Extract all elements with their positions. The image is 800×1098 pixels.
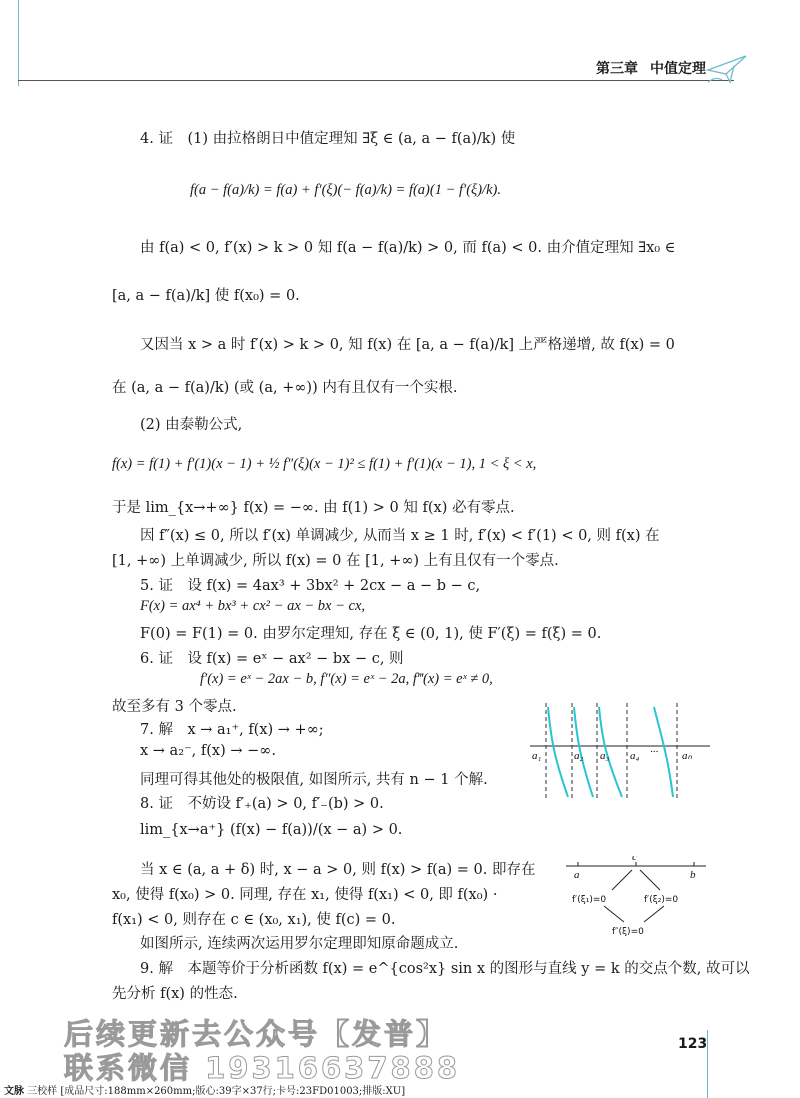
line-01: 4. 证 (1) 由拉格朗日中值定理知 ∃ξ ∈ (a, a − f(a)/k) 使 (140, 131, 516, 147)
page-number: 123 (678, 1036, 708, 1052)
line-28: 先分析 f(x) 的性态. (112, 986, 238, 1002)
paper-plane-icon (706, 52, 748, 86)
line-06: 在 (a, a − f(a)/k) (或 (a, +∞)) 内有且仅有一个实根. (112, 380, 458, 396)
label-dots: ··· (650, 746, 659, 758)
second-derivative: f″(ξ)=0 (612, 927, 644, 937)
line-07: (2) 由泰勒公式, (140, 417, 243, 433)
label-a4: a₄ (630, 750, 640, 762)
rolle-figure (566, 856, 716, 940)
top-left-border (18, 0, 19, 86)
arrow-c-left (612, 870, 632, 890)
arrow-left-down (604, 906, 624, 922)
line-11: [1, +∞) 上单调减少, 所以 f(x) = 0 在 [1, +∞) 上有且仅有一个零点. (112, 553, 559, 569)
label-a1: a₁ (532, 750, 542, 762)
watermark-line-2: 联系微信 19316637888 (64, 1051, 461, 1085)
chapter-title: 中值定理 (650, 61, 706, 77)
page-number-rule (707, 1030, 708, 1098)
line-22: lim_{x→a⁺} (f(x) − f(a))/(x − a) > 0. (140, 822, 403, 838)
line-10: 因 f″(x) ≤ 0, 所以 f′(x) 单调减少, 从而当 x ≥ 1 时, f′(x) < f′(1) < 0, 则 f(x) 在 (140, 528, 660, 544)
line-26: 如图所示, 连续两次运用罗尔定理即知原命题成立. (140, 936, 459, 952)
line-25: f(x₁) < 0, 则存在 c ∈ (x₀, x₁), 使 f(c) = 0. (112, 912, 396, 928)
axis-label-b: b (690, 869, 696, 881)
chapter-header (596, 58, 706, 78)
curve-1 (548, 707, 568, 797)
label-an: aₙ (682, 750, 692, 762)
axis-label-c: c (632, 856, 637, 863)
line-19: x → a₂⁻, f(x) → −∞. (140, 743, 276, 759)
footer-info: 三校样 [成品尺寸:188mm×260mm;版心:39字×37行;卡号:23FD01003;排版:XU] (27, 1086, 406, 1097)
line-02: f(a − f(a)/k) = f(a) + f′(ξ)(− f(a)/k) = f(a)(1 − f′(ξ)/k). (190, 182, 501, 198)
derivative-right: f′(ξ₂)=0 (644, 895, 679, 905)
line-20: 同理可得其他处的极限值, 如图所示, 共有 n − 1 个解. (140, 772, 488, 788)
line-16: f′(x) = eˣ − 2ax − b, f″(x) = eˣ − 2a, f‴(x) = eˣ ≠ 0, (200, 671, 493, 687)
line-09: 于是 lim_{x→+∞} f(x) = −∞. 由 f(1) > 0 知 f(x) 必有零点. (112, 500, 515, 516)
footer (4, 1082, 405, 1097)
chapter-number: 第三章 (596, 61, 638, 77)
line-03: 由 f(a) < 0, f′(x) > k > 0 知 f(a − f(a)/k) > 0, 而 f(a) < 0. 由介值定理知 ∃x₀ ∈ (140, 240, 676, 256)
line-13: F(x) = ax⁴ + bx³ + cx² − ax − bx − cx, (140, 598, 366, 614)
axis-label-a: a (574, 869, 580, 881)
line-12: 5. 证 设 f(x) = 4ax³ + 3bx² + 2cx − a − b − c, (140, 578, 481, 594)
line-14: F(0) = F(1) = 0. 由罗尔定理知, 存在 ξ ∈ (0, 1), 使 F′(ξ) = f(ξ) = 0. (140, 626, 602, 642)
arrow-right-down (644, 906, 664, 922)
line-04: [a, a − f(a)/k] 使 f(x₀) = 0. (112, 288, 300, 304)
header-rule (18, 80, 734, 81)
line-27: 9. 解 本题等价于分析函数 f(x) = e^{cos²x} sin x 的图形与直线 y = k 的交点个数, 故可以 (140, 961, 750, 977)
watermark-line-1: 后续更新去公众号【发普】 (64, 1017, 449, 1051)
line-17: 故至多有 3 个零点. (112, 699, 237, 715)
footer-brand: 文脉 (4, 1086, 24, 1097)
line-05: 又因当 x > a 时 f′(x) > k > 0, 知 f(x) 在 [a, a − f(a)/k] 上严格递增, 故 f(x) = 0 (140, 337, 675, 353)
label-a3: a₃ (600, 750, 610, 762)
line-15: 6. 证 设 f(x) = eˣ − ax² − bx − c, 则 (140, 651, 404, 667)
line-21: 8. 证 不妨设 f′₊(a) > 0, f′₋(b) > 0. (140, 796, 384, 812)
line-08: f(x) = f(1) + f′(1)(x − 1) + ½ f″(ξ)(x − 1)² ≤ f(1) + f′(1)(x − 1), 1 < ξ < x, (112, 456, 537, 472)
arrow-c-right (640, 870, 660, 890)
asymptote-figure (530, 703, 712, 805)
line-23: 当 x ∈ (a, a + δ) 时, x − a > 0, 则 f(x) > f(a) = 0. 即存在 (140, 862, 536, 878)
label-a2: a₂ (574, 750, 584, 762)
line-18: 7. 解 x → a₁⁺, f(x) → +∞; (140, 722, 324, 738)
derivative-left: f′(ξ₁)=0 (572, 895, 607, 905)
line-24: x₀, 使得 f(x₀) > 0. 同理, 存在 x₁, 使得 f(x₁) < 0, 即 f(x₀) · (112, 887, 498, 903)
